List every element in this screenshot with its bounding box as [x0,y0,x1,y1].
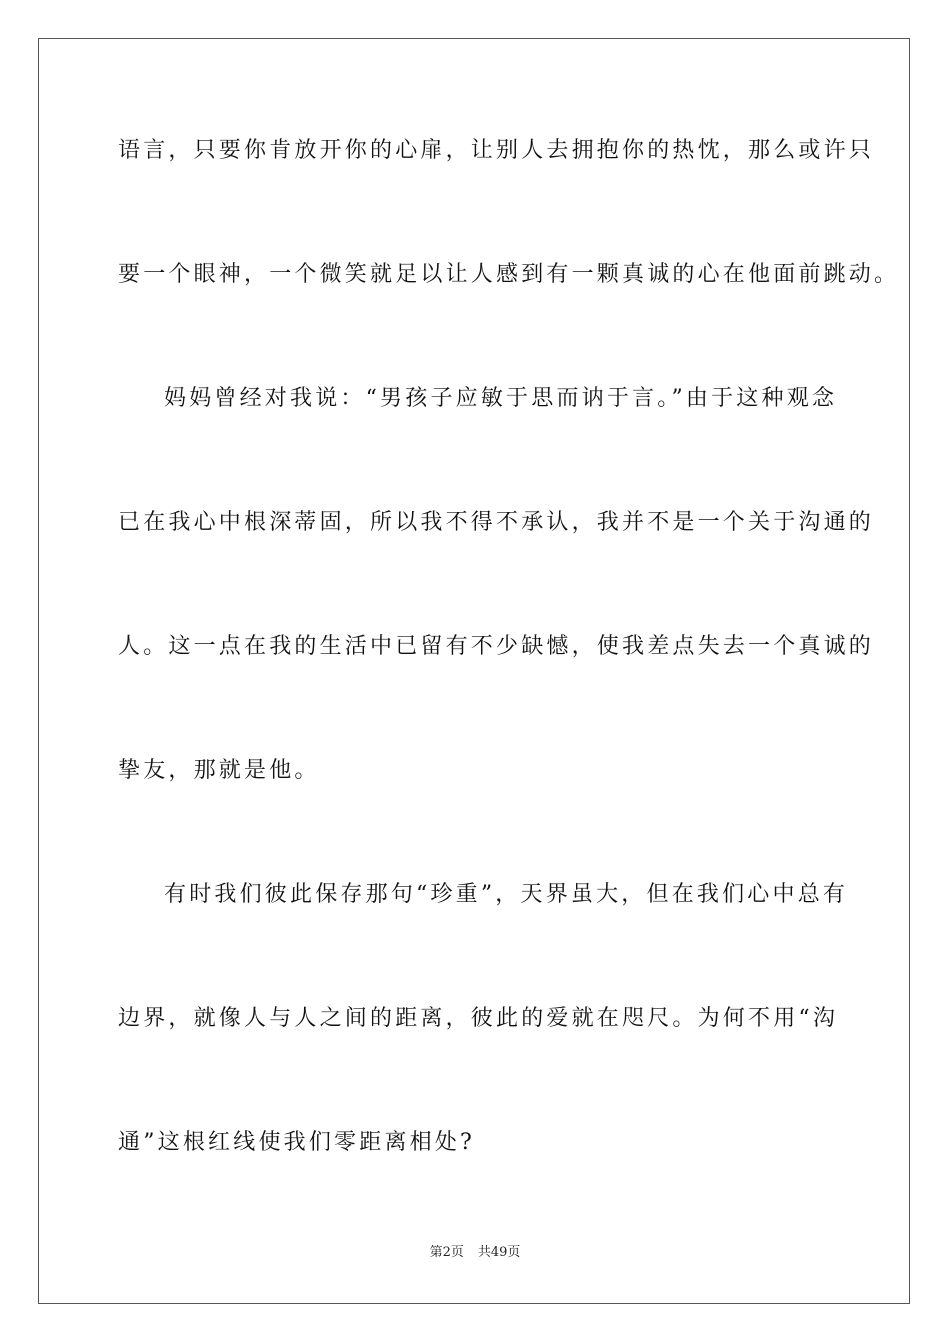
paragraph-line-6: 挚友，那就是他。 [118,758,320,783]
page-footer [0,1244,950,1262]
paragraph-line-7: 有时我们彼此保存那句“珍重”，天界虽大，但在我们心中总有 [164,882,849,907]
paragraph-line-3: 妈妈曾经对我说：“男孩子应敏于思而讷于言。”由于这种观念 [164,386,838,411]
paragraph-line-2: 要一个眼神，一个微笑就足以让人感到有一颗真诚的心在他面前跳动。 [118,262,900,287]
paragraph-line-9: 通”这根红线使我们零距离相处? [118,1130,476,1155]
paragraph-line-8: 边界，就像人与人之间的距离，彼此的爱就在咫尺。为何不用“沟 [118,1006,839,1031]
page-border [38,38,910,1304]
paragraph-line-4: 已在我心中根深蒂固，所以我不得不承认，我并不是一个关于沟通的 [118,510,875,535]
page-number: 第2页 [429,1245,464,1260]
paragraph-line-5: 人。这一点在我的生活中已留有不少缺憾，使我差点失去一个真诚的 [118,634,875,659]
paragraph-line-1: 语言，只要你肯放开你的心扉，让别人去拥抱你的热忱，那么或许只 [118,138,875,163]
total-pages: 共49页 [477,1245,521,1260]
